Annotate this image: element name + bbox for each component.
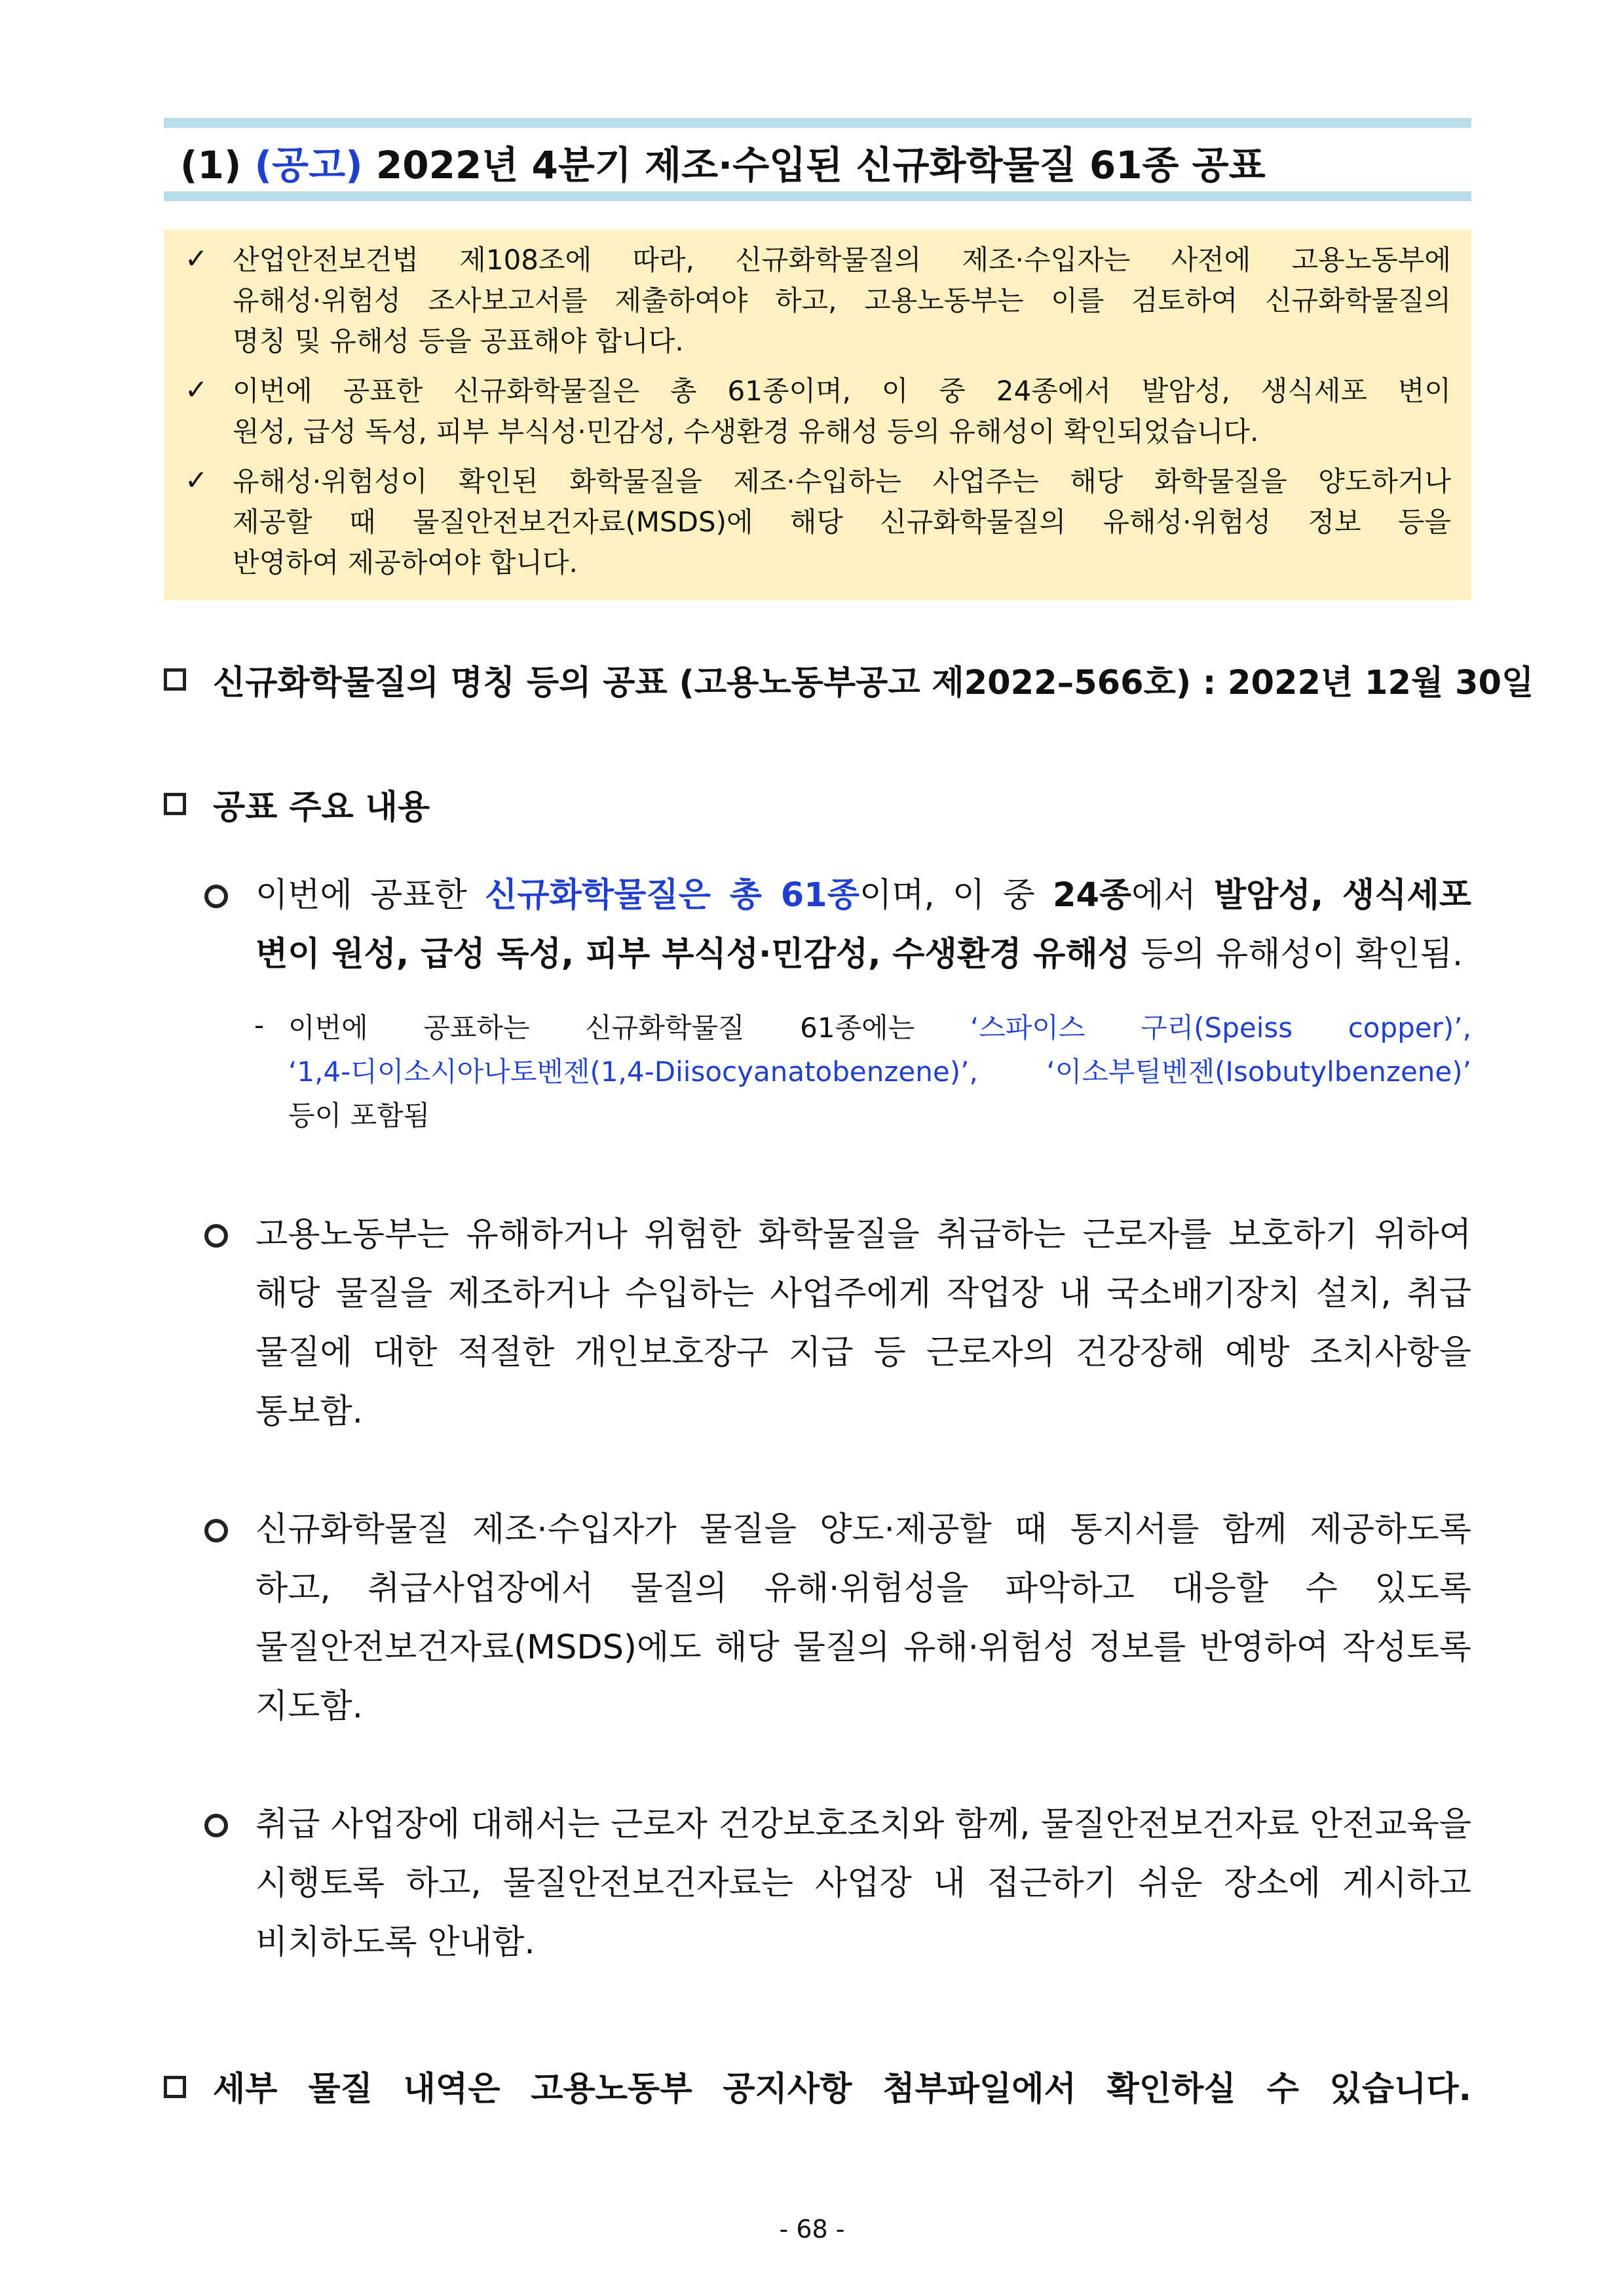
highlight-hazards: 변이 원성, 급성 독성, 피부 부식성·민감성, 수생환경 유해성 [255,935,1130,974]
paragraph-2 [255,1206,1471,1442]
summary-item-2-line-1: 이번에 공표한 신규화학물질은 총 61종이며, 이 중 24종에서 발암성, 생식세포 변이 [233,375,1451,407]
title-bottom-rule [164,191,1471,201]
check-icon: ✓ [185,373,208,406]
page-title [180,134,1266,189]
section-main-content-heading: 공표 주요 내용 [213,788,430,827]
summary-box [164,229,1471,600]
highlight-count: 24종 [1052,876,1132,915]
summary-item-1-line-1: 산업안전보건법 제108조에 따라, 신규화학물질의 제조·수입자는 사전에 고용노동부에 [233,244,1451,276]
text: 이며, 이 중 [859,876,1053,915]
circle-bullet-icon [204,885,228,908]
check-icon: ✓ [185,242,208,275]
check-icon: ✓ [185,464,208,496]
summary-item-1-line-2: 유해성·위험성 조사보고서를 제출하여야 하고, 고용노동부는 이를 검토하여 신규화학물질의 [233,284,1451,316]
circle-bullet-icon [204,1814,228,1837]
substance-name: ‘이소부틸벤젠(Isobutylbenzene)’ [1046,1056,1471,1088]
summary-item-2-line-2: 원성, 급성 독성, 피부 부식성·민감성, 수생환경 유해성 등의 유해성이 확인되었습니다. [233,415,1259,448]
section-bullet-icon [164,2076,186,2098]
paragraph-line: 시행토록 하고, 물질안전보건자료는 사업장 내 접근하기 쉬운 장소에 게시하고 [255,1864,1471,1903]
page-number: - 68 - [779,2215,845,2244]
text: 에서 [1131,876,1214,915]
paragraph-1-line-1 [255,866,1471,925]
substance-name: ‘1,4-디이소시아나토벤젠(1,4-Diisocyanatobenzene)’, [288,1056,978,1088]
circle-bullet-icon [204,1224,228,1248]
paragraph-line: 물질안전보건자료(MSDS)에도 해당 물질의 유해·위험성 정보를 반영하여 작성토록 [255,1628,1471,1667]
text: 이번에 공표한 [255,876,485,915]
paragraph-4 [255,1795,1471,1972]
section-details-heading: 세부 물질 내역은 고용노동부 공지사항 첨부파일에서 확인하실 수 있습니다. [213,2070,1471,2109]
paragraph-1-line-2 [255,925,1471,984]
paragraph-line: 물질에 대한 적절한 개인보호장구 지급 등 근로자의 건강장해 예방 조치사항을 [255,1333,1471,1372]
title-tag: (공고) [254,143,363,187]
dash-bullet: - [254,1009,265,1041]
title-top-rule [164,118,1471,128]
paragraph-line: 지도함. [255,1687,364,1726]
highlight-total: 신규화학물질은 총 61종 [485,876,859,915]
section-bullet-icon [164,668,186,691]
sub-item-line-3: 등이 포함됨 [288,1100,430,1132]
paragraph-line: 취급 사업장에 대해서는 근로자 건강보호조치와 함께, 물질안전보건자료 안전교육을 [255,1805,1471,1844]
paragraph-3 [255,1501,1471,1736]
title-text: 2022년 4분기 제조·수입된 신규화학물질 61종 공표 [375,143,1266,187]
title-number: (1) [180,143,242,187]
section-bullet-icon [164,793,186,815]
section-announcement-heading: 신규화학물질의 명칭 등의 공표 (고용노동부공고 제2022–566호) : 2022년 12월 30일 [213,664,1534,702]
summary-item-3-line-1: 유해성·위험성이 확인된 화학물질을 제조·수입하는 사업주는 해당 화학물질을 양도하거나 [233,465,1451,497]
paragraph-line: 비치하도록 안내함. [255,1923,535,1962]
sub-item [288,1006,1471,1138]
paragraph-line: 고용노동부는 유해하거나 위험한 화학물질을 취급하는 근로자를 보호하기 위하여 [255,1215,1471,1254]
text: 이번에 공표하는 신규화학물질 61종에는 [288,1012,915,1044]
substance-name: ‘스파이스 구리(Speiss copper)’, [970,1012,1471,1044]
highlight-hazards: 발암성, 생식세포 [1213,876,1471,915]
summary-item-3-line-3: 반영하여 제공하여야 합니다. [233,546,578,579]
sub-item-line-2 [288,1050,1471,1094]
summary-item-1-line-3: 명칭 및 유해성 등을 공표해야 합니다. [233,325,684,357]
text: 등의 유해성이 확인됨. [1129,935,1463,974]
paragraph-line: 해당 물질을 제조하거나 수입하는 사업주에게 작업장 내 국소배기장치 설치, 취급 [255,1274,1471,1313]
summary-item-3-line-2: 제공할 때 물질안전보건자료(MSDS)에 해당 신규화학물질의 유해성·위험성 정보 등을 [233,506,1451,538]
paragraph-line: 신규화학물질 제조·수입자가 물질을 양도·제공할 때 통지서를 함께 제공하도록 [255,1510,1471,1549]
sub-item-line-1 [288,1006,1471,1050]
paragraph-1 [255,866,1471,984]
paragraph-line: 하고, 취급사업장에서 물질의 유해·위험성을 파악하고 대응할 수 있도록 [255,1569,1471,1608]
circle-bullet-icon [204,1519,228,1542]
paragraph-line: 통보함. [255,1392,364,1431]
